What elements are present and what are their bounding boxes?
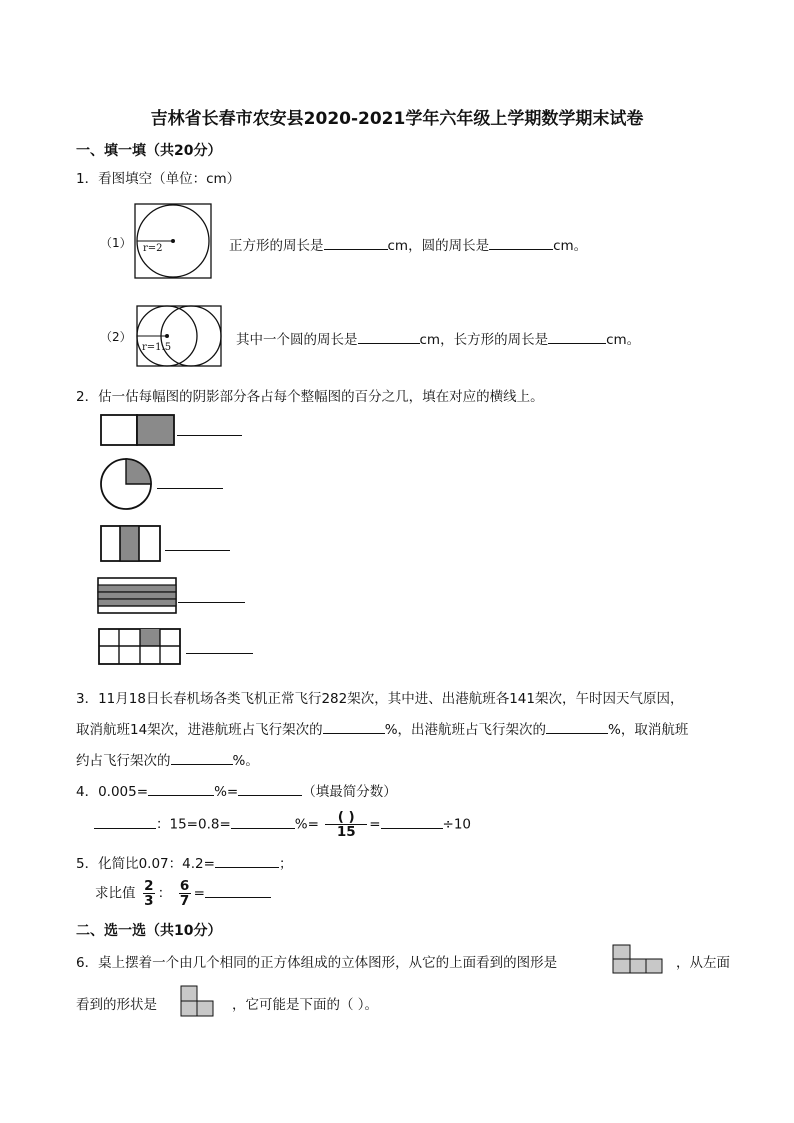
answer-line[interactable] [177, 435, 242, 436]
top-view-figure [612, 944, 664, 974]
answer-blank[interactable] [171, 751, 233, 765]
q4-line2-text-b: %= [294, 816, 319, 833]
square-circle-figure [134, 203, 214, 279]
q1-part1-number: （1） [100, 236, 132, 250]
ratio-colon: ： [157, 885, 172, 902]
equals-sign: = [193, 885, 205, 902]
q3-line2-text-c: %，取消航班 [608, 722, 689, 738]
q5-line1-text-b: ； [278, 856, 293, 872]
q5-line2-text-a: 求比值 [95, 885, 136, 902]
answer-line[interactable] [186, 653, 253, 654]
q1-part2-line [236, 328, 640, 348]
q1-part2-end: cm。 [606, 332, 641, 348]
q5-line1-text-a: 5．化简比0.07：4.2= [76, 856, 215, 872]
q1-part2-number: （2） [100, 330, 132, 344]
q4-line1-text-a: 4．0.005= [76, 784, 149, 800]
q3-line3-text-b: %。 [232, 753, 259, 769]
quarter-shaded-circle [100, 458, 154, 512]
answer-blank[interactable] [381, 815, 443, 829]
answer-blank[interactable] [324, 236, 388, 250]
q3-line3-text-a: 约占飞行架次的 [76, 753, 171, 769]
section-heading-2: 二、选一选（共10分） [76, 923, 222, 939]
q1-part2-text: 其中一个圆的周长是 [236, 332, 358, 348]
q4-line2-text-a: ：15=0.8= [156, 816, 231, 833]
fraction-two-thirds [143, 879, 155, 908]
fraction-numerator: ( ) [337, 809, 355, 825]
fraction-six-sevenths [179, 879, 191, 908]
q6-line2-text: 看到的形状是 [76, 997, 157, 1013]
q3-line2-text-a: 取消航班14架次，进港航班占飞行架次的 [76, 722, 323, 738]
answer-blank[interactable] [238, 782, 302, 796]
q5-line2 [95, 879, 271, 908]
q6-line2-end: ，它可能是下面的（ ）。 [232, 997, 379, 1013]
answer-blank[interactable] [94, 815, 156, 829]
q1-part1-end: cm。 [553, 238, 588, 254]
fraction-denominator: 7 [179, 893, 190, 910]
answer-line[interactable] [157, 488, 223, 489]
answer-line[interactable] [178, 602, 245, 603]
answer-blank[interactable] [148, 782, 214, 796]
fraction-denominator: 3 [144, 893, 154, 910]
q3-line3 [76, 749, 259, 769]
q3-line2 [76, 718, 688, 738]
fraction-over-15 [325, 810, 367, 839]
half-shaded-rectangle [100, 414, 176, 446]
fraction-numerator: 6 [179, 878, 190, 894]
q1-part2-unit: cm，长方形的周长是 [419, 332, 549, 348]
fraction-numerator: 2 [144, 878, 154, 894]
q3-line1: 3．11月18日长春机场各类飞机正常飞行282架次，其中进、出港航班各141架次，午时因天气原因， [76, 691, 684, 707]
radius-label-1-5: r=1.5 [142, 342, 172, 353]
q4-line1-text-b: %= [214, 784, 239, 800]
section-heading-1: 一、填一填（共20分） [76, 143, 222, 159]
page-title: 吉林省长春市农安县2020-2021学年六年级上学期数学期末试卷 [150, 109, 644, 129]
q5-line1 [76, 852, 292, 872]
answer-blank[interactable] [205, 884, 271, 898]
radius-label-2: r=2 [143, 243, 163, 254]
q1-part1-line [229, 234, 587, 254]
column-shaded-rectangle [100, 525, 162, 563]
answer-blank[interactable] [231, 815, 295, 829]
q4-line2-text-c: = [369, 816, 381, 833]
q1-part1-text: 正方形的周长是 [229, 238, 324, 254]
q4-line2-text-d: ÷10 [442, 816, 472, 833]
left-view-figure [180, 985, 216, 1017]
q2-stem: 2．估一估每幅图的阴影部分各占每个整幅图的百分之几，填在对应的横线上。 [76, 389, 544, 405]
q1-stem: 1．看图填空（单位：cm） [76, 171, 241, 187]
grid-one-shaded [98, 628, 182, 666]
q6-line1-end: ，从左面 [676, 955, 730, 971]
answer-line[interactable] [165, 550, 230, 551]
answer-blank[interactable] [358, 330, 420, 344]
striped-rectangle [97, 577, 177, 615]
q1-part1-unit: cm，圆的周长是 [387, 238, 490, 254]
answer-blank[interactable] [546, 720, 608, 734]
answer-blank[interactable] [548, 330, 606, 344]
q6-line1-text: 6．桌上摆着一个由几个相同的正方体组成的立体图形，从它的上面看到的图形是 [76, 955, 558, 971]
q4-line1-text-c: （填最简分数） [302, 784, 397, 800]
q4-line1 [76, 780, 397, 800]
answer-blank[interactable] [489, 236, 553, 250]
answer-blank[interactable] [215, 854, 279, 868]
q3-line2-text-b: %，出港航班占飞行架次的 [384, 722, 547, 738]
fraction-denominator: 15 [336, 824, 356, 841]
answer-blank[interactable] [323, 720, 385, 734]
rectangle-circles-figure [136, 305, 222, 367]
q4-line2 [94, 810, 471, 839]
